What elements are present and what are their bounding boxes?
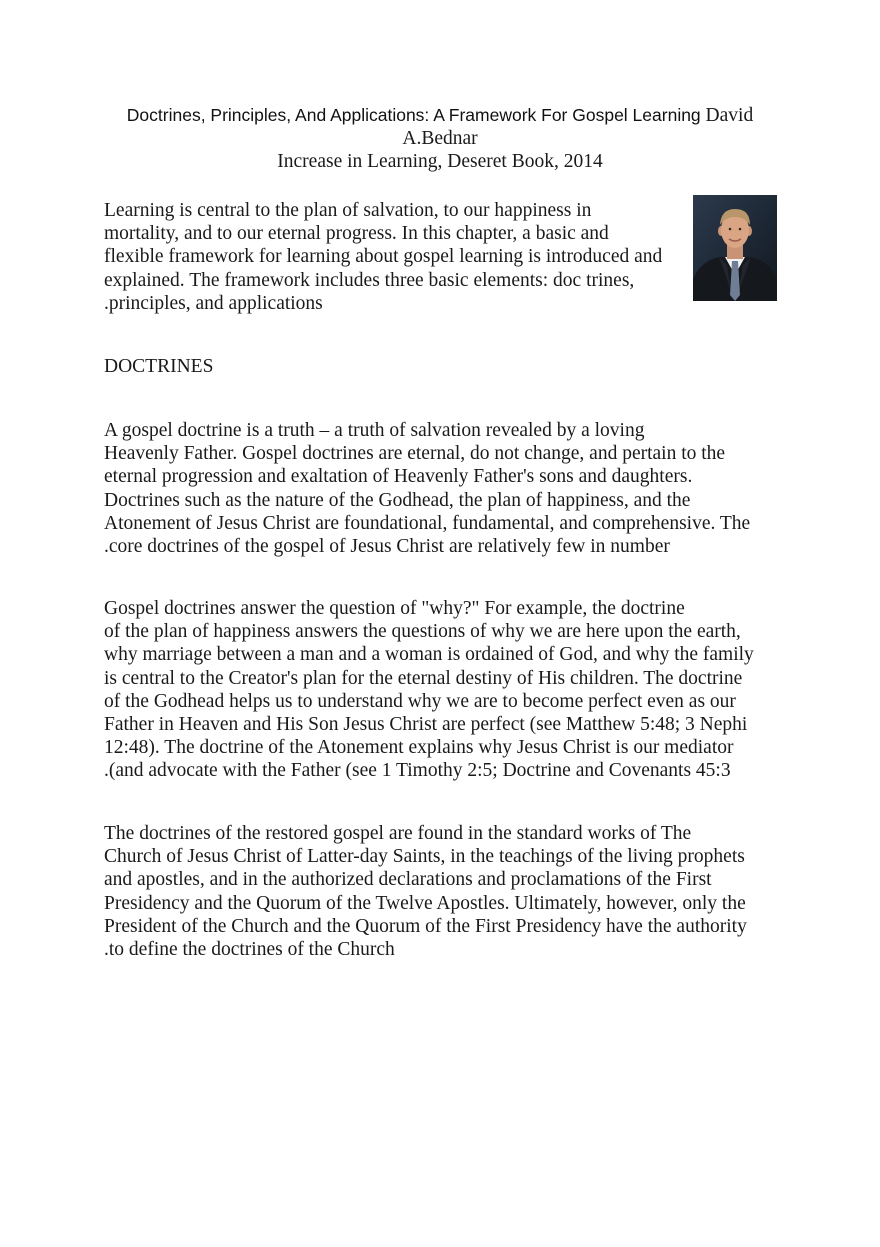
paragraph-line: .to define the doctrines of the Church [104,939,395,961]
paragraph-line: The doctrines of the restored gospel are found in the standard works of The [104,823,692,844]
intro-paragraph [104,199,694,315]
paragraph-line: Heavenly Father. Gospel doctrines are eternal, do not change, and pertain to the [104,443,726,465]
paragraph-line: and apostles, and in the authorized declarations and proclamations of the First [104,869,712,891]
author-name-part2: A.Bednar [402,128,478,149]
intro-line: Learning is central to the plan of salvation, to our happiness in [104,200,592,221]
source-line: Increase in Learning, Deseret Book, 2014 [277,151,603,172]
doctrine-paragraph-1 [104,419,794,558]
paragraph-line: 12:48). The doctrine of the Atonement explains why Jesus Christ is our mediator [104,737,734,759]
doctrine-paragraph-3 [104,822,794,961]
paragraph-line: President of the Church and the Quorum of the First Presidency have the authority [104,915,747,937]
doctrine-paragraph-2 [104,597,794,783]
author-name-part1: David [705,105,754,126]
author-portrait [693,195,777,301]
intro-line: .principles, and applications [104,292,323,314]
author-portrait-image [693,195,777,301]
paragraph-line: of the plan of happiness answers the questions of why we are here upon the earth, [104,621,741,643]
paragraph-line: .core doctrines of the gospel of Jesus Christ are relatively few in number [104,536,670,558]
intro-line: mortality, and to our eternal progress. In this chapter, a basic and [104,223,609,245]
paragraph-line: of the Godhead helps us to understand why we are to become perfect even as our [104,690,736,712]
intro-line: explained. The framework includes three basic elements: doc trines, [104,269,635,291]
paragraph-line: Church of Jesus Christ of Latter-day Saints, in the teachings of the living prophets [104,846,745,868]
paragraph-line: is central to the Creator's plan for the eternal destiny of His children. The doctrine [104,667,743,689]
intro-line: flexible framework for learning about gospel learning is introduced and [104,246,663,268]
paragraph-line: Atonement of Jesus Christ are foundational, fundamental, and comprehensive. The [104,512,751,534]
paragraph-line: Father in Heaven and His Son Jesus Christ are perfect (see Matthew 5:48; 3 Nephi [104,714,748,736]
paragraph-line: Doctrines such as the nature of the Godhead, the plan of happiness, and the [104,489,691,511]
paragraph-line: Gospel doctrines answer the question of "why?" For example, the doctrine [104,598,685,619]
paragraph-line: .(and advocate with the Father (see 1 Timothy 2:5; Doctrine and Covenants 45:3 [104,760,731,782]
title-line-1 [100,104,780,127]
document-title [100,104,780,173]
paragraph-line: Presidency and the Quorum of the Twelve Apostles. Ultimately, however, only the [104,892,746,914]
paragraph-line: eternal progression and exaltation of Heavenly Father's sons and daughters. [104,466,693,488]
chapter-title: Doctrines, Principles, And Applications: A Framework For Gospel Learning [126,105,701,125]
paragraph-line: A gospel doctrine is a truth – a truth of salvation revealed by a loving [104,420,645,441]
section-heading: DOCTRINES [104,356,214,377]
paragraph-line: why marriage between a man and a woman is ordained of God, and why the family [104,644,754,666]
